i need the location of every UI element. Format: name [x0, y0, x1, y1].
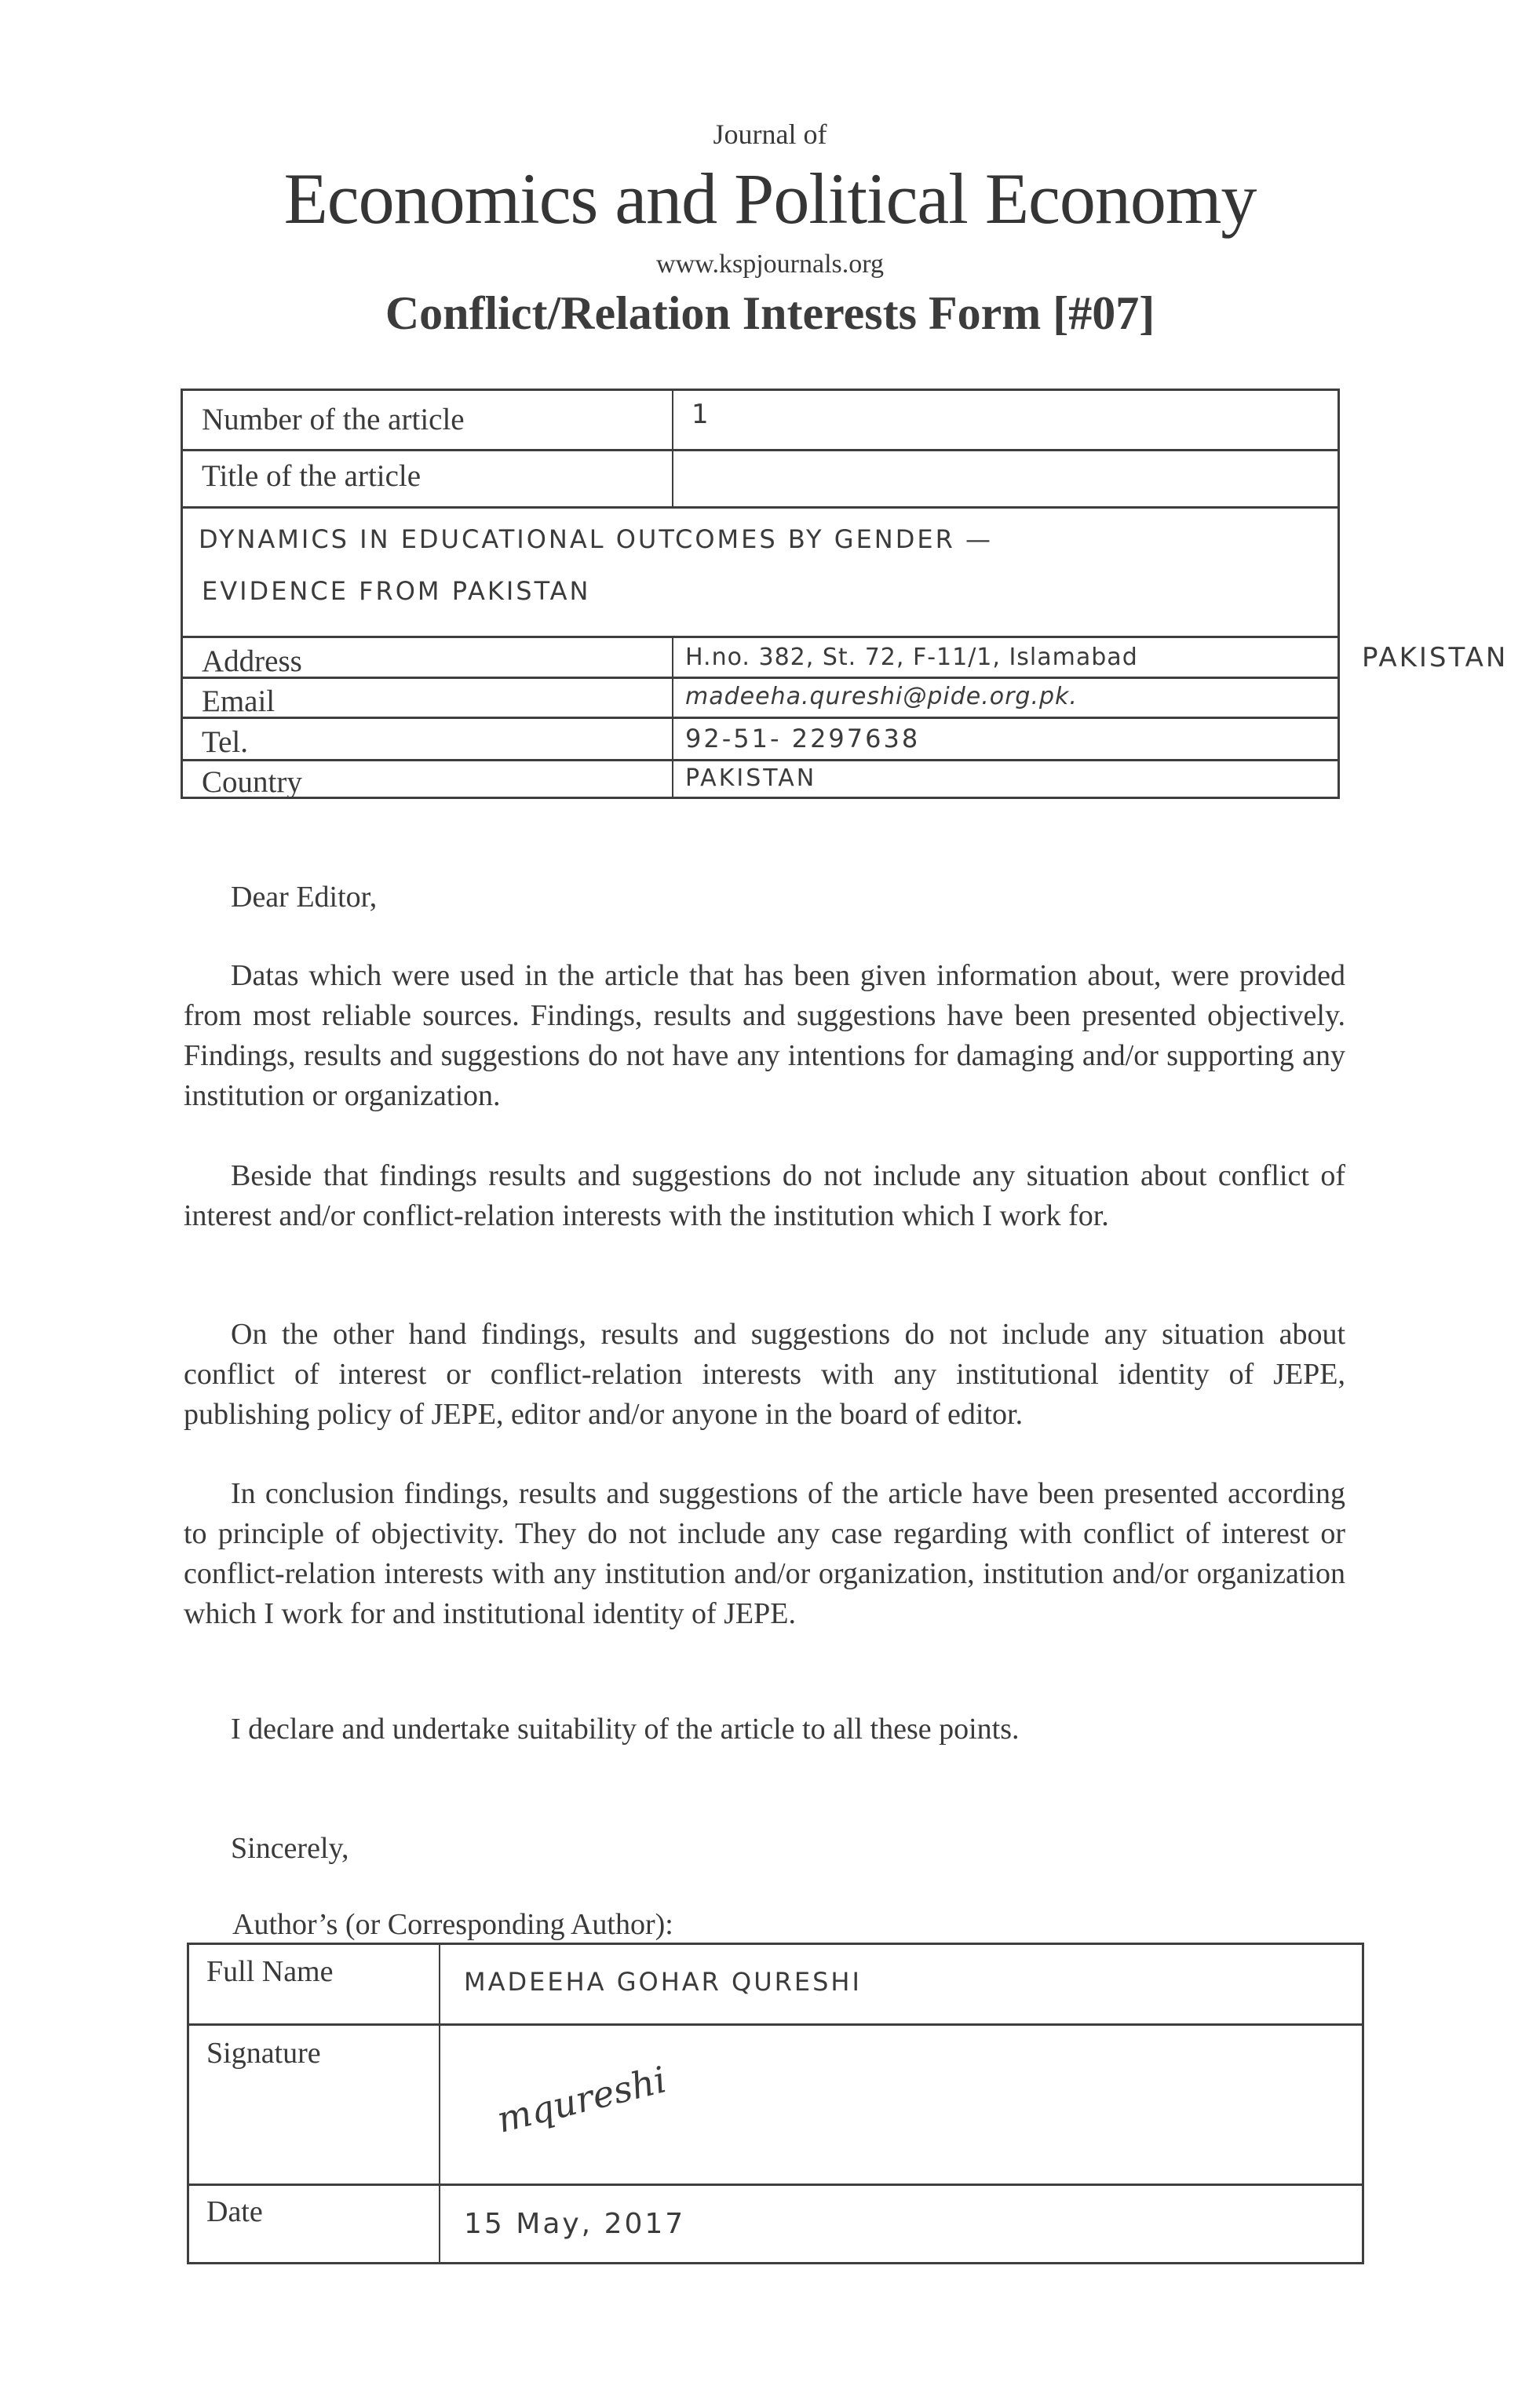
full-name-label: Full Name — [206, 1955, 334, 1988]
paragraph-4: In conclusion findings, results and suggestions of the article have been presented according to principle of objectivity. They do not include any case regarding with conflict of interest or conflict-relation interests with any institution and/or organization, institution and/or organization which I work for and institutional identity of JEPE. — [184, 1477, 1345, 1630]
article-info-table — [181, 389, 1340, 799]
title-field-line2[interactable]: EVIDENCE FROM PAKISTAN — [202, 576, 591, 606]
title-field-line1[interactable]: DYNAMICS IN EDUCATIONAL OUTCOMES BY GENDER — — [199, 524, 993, 554]
row-divider — [183, 677, 1337, 679]
signature-label: Signature — [206, 2037, 321, 2070]
row-divider — [189, 2023, 1362, 2026]
row-divider — [183, 759, 1337, 761]
salutation: Dear Editor, — [231, 881, 378, 914]
closing: Sincerely, — [231, 1832, 349, 1865]
address-margin-note: PAKISTAN — [1362, 642, 1509, 673]
number-field[interactable]: 1 — [692, 399, 711, 430]
paragraph-3: On the other hand findings, results and suggestions do not include any situation about conflict of interest or conflict-relation interests with any institutional identity of JEPE, publishing policy of JEPE, editor and/or anyone in the board of editor. — [184, 1318, 1345, 1431]
author-heading: Author’s (or Corresponding Author): — [232, 1908, 673, 1941]
paragraph-1: Datas which were used in the article that has been given information about, were provided from most reliable sources. Findings, results and suggestions have been presented objectively. Findings, results and suggestions do not have any intentions for damaging and/or supporting any institution or organization. — [184, 959, 1345, 1112]
journal-prefix: Journal of — [713, 119, 827, 150]
email-label: Email — [202, 684, 276, 718]
row-divider — [183, 506, 1337, 509]
paragraph-2: Beside that findings results and suggestions do not include any situation about conflict of interest and/or conflict-relation interests with the institution which I work for. — [184, 1159, 1345, 1232]
signature-field[interactable]: mqureshi — [492, 2058, 671, 2141]
full-name-field[interactable]: MADEEHA GOHAR QURESHI — [464, 1967, 862, 1997]
number-label: Number of the article — [202, 403, 465, 436]
row-divider — [189, 2184, 1362, 2186]
paragraph-5: I declare and undertake suitability of the article to all these points. — [231, 1713, 1020, 1746]
title-label: Title of the article — [202, 459, 421, 493]
journal-name: Economics and Political Economy — [283, 159, 1257, 239]
author-table — [187, 1943, 1364, 2264]
address-field[interactable]: H.no. 382, St. 72, F-11/1, Islamabad — [685, 644, 1138, 671]
form-title: Conflict/Relation Interests Form [#07] — [385, 287, 1155, 339]
address-label: Address — [202, 644, 302, 678]
column-divider — [439, 1945, 440, 2262]
tel-field[interactable]: 92-51- 2297638 — [685, 724, 921, 753]
date-label: Date — [206, 2195, 263, 2228]
row-divider — [183, 636, 1337, 638]
country-field[interactable]: PAKISTAN — [685, 764, 817, 792]
row-divider — [183, 449, 1337, 451]
date-field[interactable]: 15 May, 2017 — [464, 2208, 686, 2240]
row-divider — [183, 717, 1337, 719]
tel-label: Tel. — [202, 725, 248, 759]
journal-website: www.kspjournals.org — [656, 250, 884, 279]
email-field[interactable]: madeeha.qureshi@pide.org.pk. — [685, 683, 1078, 710]
country-label: Country — [202, 765, 302, 799]
